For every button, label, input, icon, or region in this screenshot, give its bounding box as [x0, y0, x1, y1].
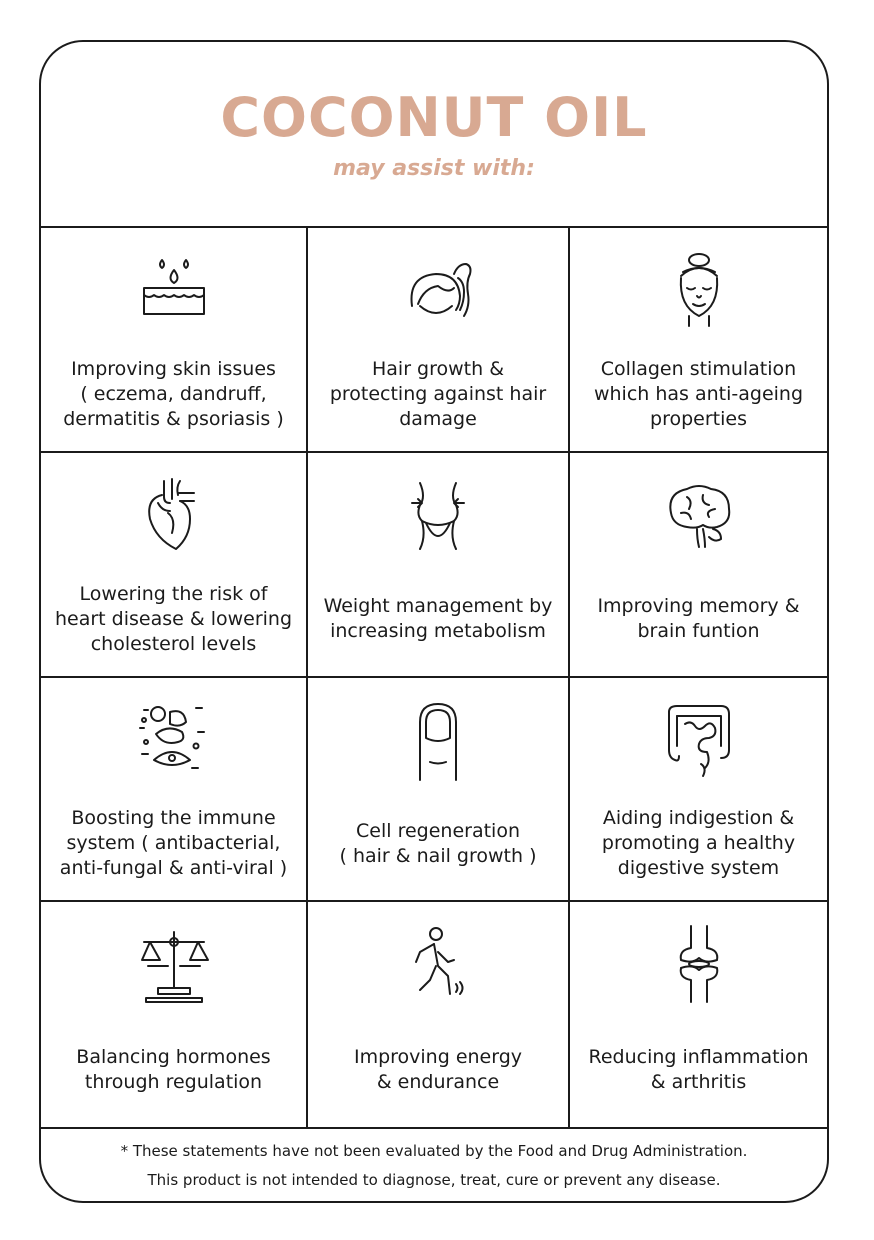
benefit-label: Reducing inflammation & arthritis [588, 1045, 809, 1093]
page-subtitle: may assist with: [333, 156, 535, 181]
benefit-label: Lowering the risk of heart disease & lowering cholesterol levels [54, 582, 293, 655]
benefits-grid [41, 226, 827, 1129]
benefit-cell [41, 453, 308, 678]
benefit-cell [570, 228, 827, 453]
benefit-label: Balancing hormones through regulation [76, 1045, 271, 1093]
card-header [41, 42, 827, 226]
benefits-card [39, 40, 829, 1203]
running-person-icon [396, 922, 480, 1006]
disclaimer-line-2: This product is not intended to diagnose, treat, cure or prevent any disease. [147, 1171, 721, 1189]
benefit-cell [570, 453, 827, 678]
benefit-cell [308, 453, 570, 678]
benefit-label: Improving energy & endurance [353, 1045, 523, 1093]
benefit-label: Weight management by increasing metabolism [323, 595, 553, 643]
disclaimer [41, 1129, 827, 1201]
benefit-cell [308, 902, 570, 1127]
face-bun-icon [657, 248, 741, 332]
skin-drops-icon [132, 248, 216, 332]
fingernail-icon [396, 698, 480, 782]
heart-icon [132, 473, 216, 557]
benefit-label: Collagen stimulation which has anti-ageing properties [593, 357, 804, 430]
benefit-cell [41, 678, 308, 903]
benefit-label: Aiding indigestion & promoting a healthy digestive system [601, 807, 796, 880]
benefit-label: Boosting the immune system ( antibacterial, anti-fungal & anti-viral ) [59, 807, 288, 880]
page-title: COCONUT OIL [220, 86, 648, 149]
waist-icon [396, 473, 480, 557]
benefit-cell [570, 902, 827, 1127]
bacteria-icon [132, 698, 216, 782]
benefit-cell [308, 678, 570, 903]
brain-icon [657, 473, 741, 557]
benefit-cell [41, 228, 308, 453]
benefit-label: Improving skin issues ( eczema, dandruff, dermatitis & psoriasis ) [63, 357, 284, 430]
benefit-cell [308, 228, 570, 453]
benefit-cell [570, 678, 827, 903]
knee-joint-icon [657, 922, 741, 1006]
intestine-icon [657, 698, 741, 782]
hair-ponytail-icon [396, 248, 480, 332]
benefit-label: Cell regeneration ( hair & nail growth ) [339, 819, 537, 867]
benefit-label: Improving memory & brain funtion [597, 595, 800, 643]
benefit-label: Hair growth & protecting against hair damage [329, 357, 547, 430]
benefit-cell [41, 902, 308, 1127]
balance-scale-icon [132, 922, 216, 1006]
disclaimer-line-1: * These statements have not been evaluated by the Food and Drug Administration. [120, 1142, 748, 1160]
